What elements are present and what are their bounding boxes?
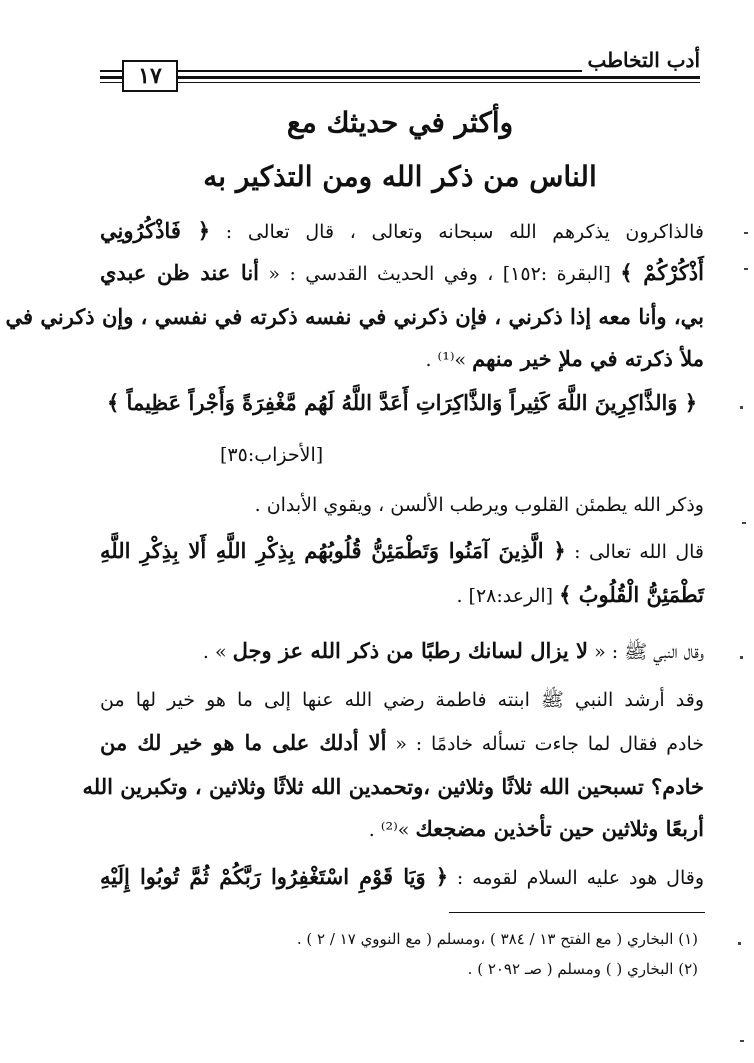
verse-reference: [الأحزاب:٣٥] xyxy=(220,444,324,466)
hadith-line: خادم؟ تسبحين الله ثلاثًا وثلاثين ،وتحمدين الله ثلاثًا وثلاثين ، وتكبرين الله xyxy=(82,774,704,799)
margin-speck xyxy=(744,232,748,234)
body-text: فالذاكرون يذكرهم الله سبحانه وتعالى ، قال تعالى : xyxy=(210,221,704,243)
body-text: » . xyxy=(202,641,233,663)
hadith-line: بي، وأنا معه إذا ذكرني ، فإن ذكرني في نفسه ذكرته في نفسي ، وإن ذكرني في xyxy=(5,304,704,329)
section-heading-line1: وأكثر في حديثك مع xyxy=(286,106,514,139)
body-text: خادم فقال لما جاءت تسأله خادمًا : « xyxy=(386,733,704,755)
body-text: وقال هود عليه السلام لقومه : xyxy=(448,867,704,889)
hadith-text: أربعًا وثلاثين حين تأخذين مضجعك xyxy=(415,816,704,841)
margin-speck xyxy=(740,406,743,409)
hadith-text: أنا عند ظن عبدي xyxy=(100,260,260,285)
header-rule-bottom xyxy=(100,82,700,83)
page-number: ١٧ xyxy=(122,60,178,92)
verse-reference: [الرعد:٢٨] . xyxy=(456,585,560,607)
margin-speck xyxy=(740,1040,744,1042)
running-header xyxy=(100,48,700,88)
paragraph-line xyxy=(100,582,704,607)
paragraph-line xyxy=(100,864,704,889)
paragraph-line: وذكر الله يطمئن القلوب ويرطب الألسن ، ويقوي الأبدان . xyxy=(254,494,704,516)
paragraph-line xyxy=(100,218,704,243)
footnote-2: (٢) البخاري ( ) ومسلم ( صـ ٢٠٩٢ ) . xyxy=(467,960,698,978)
quran-text: ﴿ الَّذِينَ آمَنُوا وَتَطْمَئِنُّ قُلُوبُهُم بِذِكْرِ اللَّهِ أَلا بِذِكْرِ اللَّهِ xyxy=(100,538,566,563)
body-text: قال الله تعالى : xyxy=(565,541,704,563)
paragraph-line xyxy=(100,538,704,563)
quran-text: أَذْكُرْكُمْ ﴾ xyxy=(620,260,704,285)
paragraph-line: وقد أرشد النبي ﷺ ابنته فاطمة رضي الله عنها إلى ما هو خير لها من xyxy=(100,689,704,711)
paragraph-line xyxy=(100,638,704,668)
body-text: وقال النبي ﷺ : « xyxy=(588,641,704,663)
section-heading-line2: الناس من ذكر الله ومن التذكير به xyxy=(203,160,597,193)
paragraph-line xyxy=(100,260,704,285)
quran-verse: ﴿ وَالذَّاكِرِينَ اللَّهَ كَثِيراً وَالذَّاكِرَاتِ أَعَدَّ اللَّهُ لَهُم مَّغْفِرَةً وَأَجْراً عَظِيماً ﴾ xyxy=(106,390,698,415)
body-text: [البقرة :١٥٢] ، وفي الحديث القدسي : « xyxy=(259,263,621,285)
quran-text: تَطْمَئِنُّ الْقُلُوبُ ﴾ xyxy=(559,582,704,607)
hadith-text: ألا أدلك على ما هو خير لك من xyxy=(100,730,387,755)
margin-speck xyxy=(740,656,743,659)
hadith-text: ملأ ذكرته في ملإ خير منهم xyxy=(472,346,704,371)
paragraph-line xyxy=(100,730,704,755)
footnote-ref: »⁽²⁾ . xyxy=(368,819,416,841)
paragraph-line xyxy=(100,346,704,371)
footnote-1: (١) البخاري ( مع الفتح ١٣ / ٣٨٤ ) ،ومسلم ( مع النووي ١٧ / ٢ ) . xyxy=(296,930,698,948)
footnote-ref: »⁽¹⁾ . xyxy=(425,349,473,371)
margin-speck xyxy=(744,268,748,270)
header-rule-middle xyxy=(100,76,700,79)
quran-text: ﴿ وَيَا قَوْمِ اسْتَغْفِرُوا رَبَّكُمْ ثُمَّ تُوبُوا إِلَيْهِ xyxy=(100,864,449,889)
paragraph-line xyxy=(100,816,704,841)
margin-speck xyxy=(738,942,741,945)
book-title: أدب التخاطب xyxy=(582,48,701,72)
hadith-text: لا يزال لسانك رطبًا من ذكر الله عز وجل xyxy=(232,638,589,663)
margin-speck xyxy=(742,522,746,524)
footnote-separator xyxy=(449,912,705,913)
quran-text: ﴿ فَاذْكُرُونِي xyxy=(100,218,211,243)
